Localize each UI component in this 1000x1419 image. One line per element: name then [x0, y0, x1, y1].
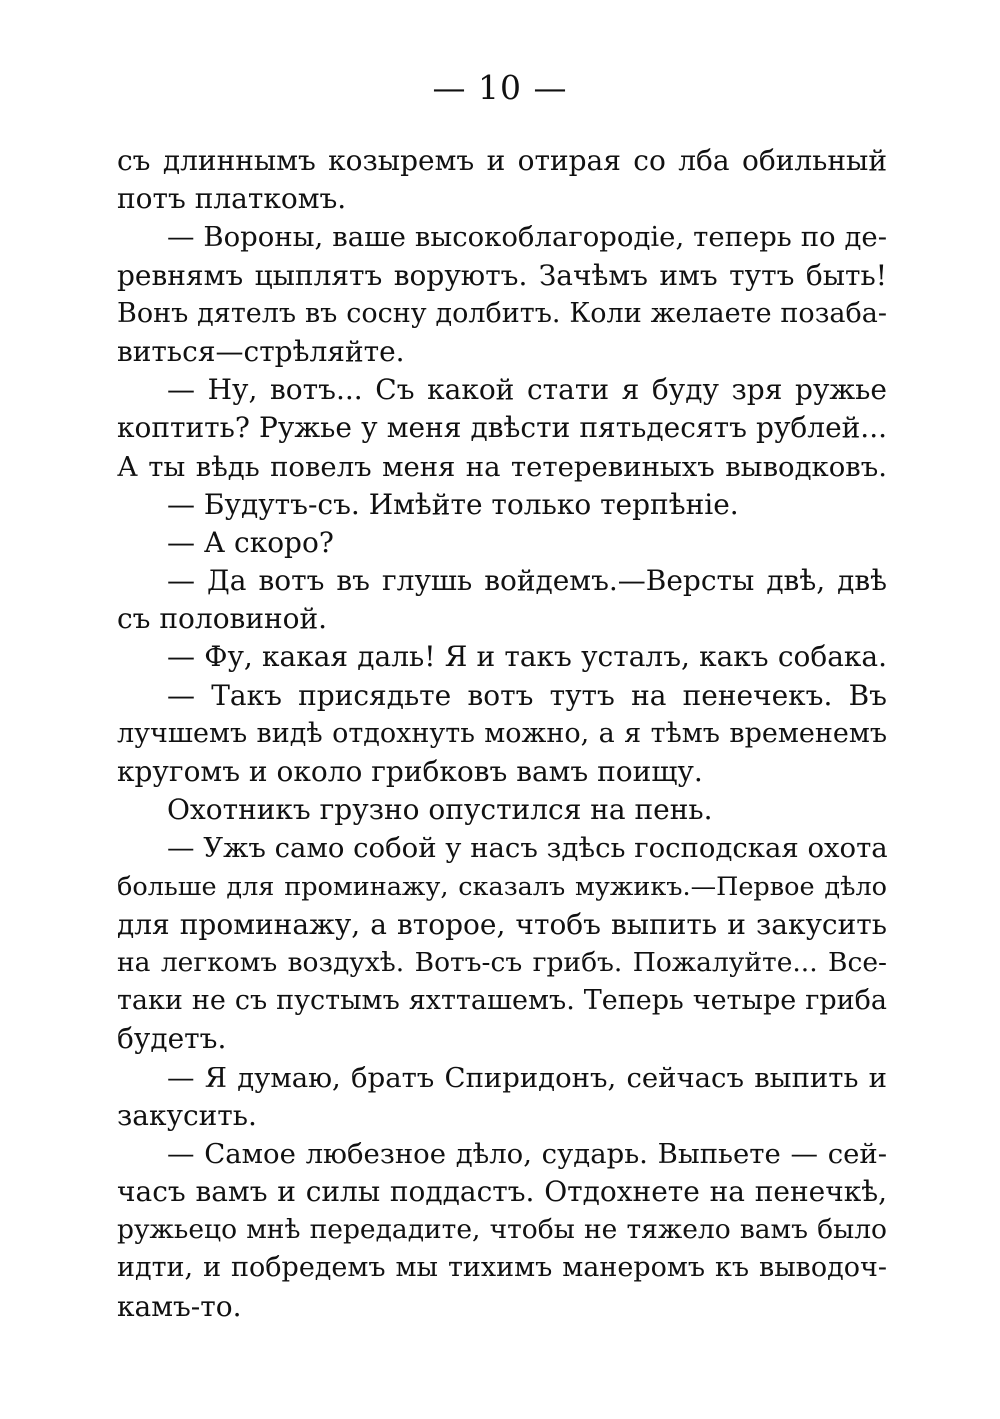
text-line: — Вороны, ваше высокоблагородіе, теперь по де- [167, 221, 887, 254]
page-number: — 10 — [432, 68, 568, 107]
text-line: ружьецо мнѣ передадите, чтобы не тяжело вамъ было [117, 1214, 887, 1246]
text-line: таки не съ пустымъ яхтташемъ. Теперь четыре гриба [117, 985, 887, 1017]
text-line: камъ-то. [117, 1289, 242, 1323]
text-line: — А скоро? [167, 525, 334, 559]
text-line: — Самое любезное дѣло, сударь. Выпьете — сей- [167, 1137, 887, 1170]
text-line: кругомъ и около грибковъ вамъ поищу. [117, 755, 703, 788]
text-line: идти, и побредемъ мы тихимъ манеромъ къ выводоч- [117, 1252, 887, 1284]
text-line: будетъ. [117, 1022, 227, 1056]
text-line: для проминажу, а второе, чтобъ выпить и закусить [117, 907, 887, 941]
text-line: — Фу, какая даль! Я и такъ усталъ, какъ собака. [167, 640, 887, 674]
text-line: виться—стрѣляйте. [117, 334, 405, 368]
text-line: закусить. [117, 1098, 257, 1132]
text-line: на легкомъ воздухѣ. Вотъ-съ грибъ. Пожалуйте... Все- [117, 946, 887, 978]
text-line: — Ну, вотъ... Съ какой стати я буду зря ружье [167, 373, 887, 407]
text-line: больше для проминажу, сказалъ мужикъ.—Первое дѣло [117, 871, 887, 902]
text-line: — Да вотъ въ глушь войдемъ.—Версты двѣ, двѣ [167, 564, 887, 598]
text-line: Охотникъ грузно опустился на пень. [167, 793, 713, 827]
text-line: съ половиной. [117, 602, 328, 636]
text-line: съ длиннымъ козыремъ и отирая со лба обильный [117, 144, 887, 177]
text-line: часъ вамъ и силы поддастъ. Отдохнете на пенечкѣ, [117, 1175, 887, 1209]
text-line: потъ платкомъ. [117, 182, 347, 216]
text-line: ревнямъ цыплятъ воруютъ. Зачѣмъ имъ тутъ быть! [117, 258, 887, 292]
text-line: — Будутъ-съ. Имѣйте только терпѣніе. [167, 487, 739, 521]
text-line: — Я думаю, братъ Спиридонъ, сейчасъ выпить и [167, 1061, 887, 1094]
text-line: лучшемъ видѣ отдохнуть можно, а я тѣмъ временемъ [117, 717, 887, 749]
text-line: Вонъ дятелъ въ сосну долбитъ. Коли желаете позаба- [117, 297, 887, 329]
text-line: — Такъ присядьте вотъ тутъ на пенечекъ. Въ [167, 678, 887, 712]
body-text [117, 142, 887, 1326]
text-line: — Ужъ само собой у насъ здѣсь господская охота [167, 832, 888, 865]
text-line: коптить? Ружье у меня двѣсти пятьдесятъ рублей... [117, 411, 887, 445]
text-line: А ты вѣдь повелъ меня на тетеревиныхъ выводковъ. [117, 450, 887, 483]
